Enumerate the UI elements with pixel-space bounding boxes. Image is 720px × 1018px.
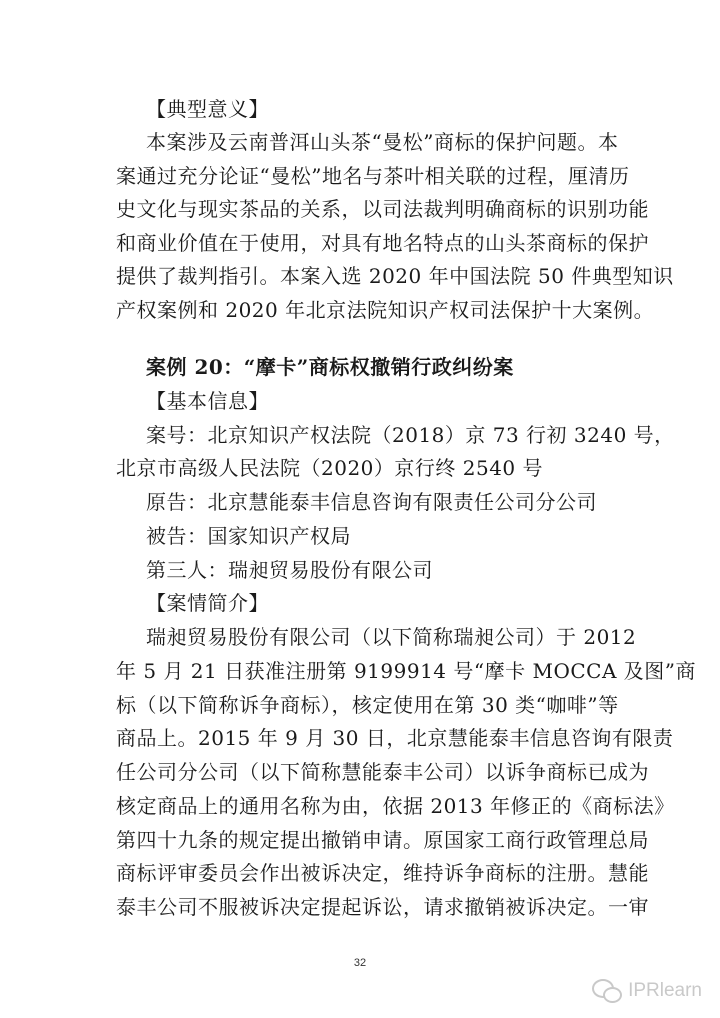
paragraph-line: 本案涉及云南普洱山头茶“曼松”商标的保护问题。本 [146, 130, 619, 154]
section-heading-significance: 【典型意义】 [146, 97, 269, 121]
paragraph-line: 泰丰公司不服被诉决定提起诉讼，请求撤销被诉决定。一审 [116, 895, 649, 919]
watermark [592, 978, 702, 1004]
page-number: 32 [353, 957, 367, 969]
paragraph-line: 案通过充分论证“曼松”地名与茶叶相关联的过程，厘清历 [116, 164, 630, 188]
third-party-line: 第三人：瑞昶贸易股份有限公司 [146, 558, 433, 582]
paragraph-line: 任公司分公司（以下简称慧能泰丰公司）以诉争商标已成为 [116, 760, 649, 784]
paragraph-line: 商品上。2015 年 9 月 30 日，北京慧能泰丰信息咨询有限责 [116, 726, 674, 750]
plaintiff-line: 原告：北京慧能泰丰信息咨询有限责任公司分公司 [146, 490, 597, 514]
paragraph-line: 和商业价值在于使用，对具有地名特点的山头茶商标的保护 [116, 231, 649, 255]
defendant-line: 被告：国家知识产权局 [146, 524, 351, 548]
paragraph-line: 提供了裁判指引。本案入选 2020 年中国法院 50 件典型知识 [116, 264, 674, 288]
paragraph-line: 第四十九条的规定提出撤销申请。原国家工商行政管理总局 [116, 828, 649, 852]
case-number-line: 北京市高级人民法院（2020）京行终 2540 号 [116, 456, 544, 480]
paragraph-line: 瑞昶贸易股份有限公司（以下简称瑞昶公司）于 2012 [146, 625, 637, 649]
paragraph-line: 标（以下简称诉争商标），核定使用在第 30 类“咖啡”等 [116, 693, 619, 717]
case-title: 案例 20：“摩卡”商标权撤销行政纠纷案 [146, 355, 514, 379]
watermark-text: IPRlearn [628, 980, 702, 1001]
paragraph-line: 年 5 月 21 日获准注册第 9199914 号“摩卡 MOCCA 及图”商 [116, 659, 696, 683]
section-heading-case-summary: 【案情简介】 [146, 591, 269, 615]
paragraph-line: 产权案例和 2020 年北京法院知识产权司法保护十大案例。 [116, 298, 655, 322]
paragraph-line: 核定商品上的通用名称为由，依据 2013 年修正的《商标法》 [116, 794, 675, 818]
paragraph-line: 商标评审委员会作出被诉决定，维持诉争商标的注册。慧能 [116, 861, 649, 885]
paragraph-line: 史文化与现实茶品的关系，以司法裁判明确商标的识别功能 [116, 197, 649, 221]
case-number-line: 案号：北京知识产权法院（2018）京 73 行初 3240 号， [146, 423, 675, 447]
wechat-icon [592, 978, 622, 1004]
section-heading-basic-info: 【基本信息】 [146, 389, 269, 413]
